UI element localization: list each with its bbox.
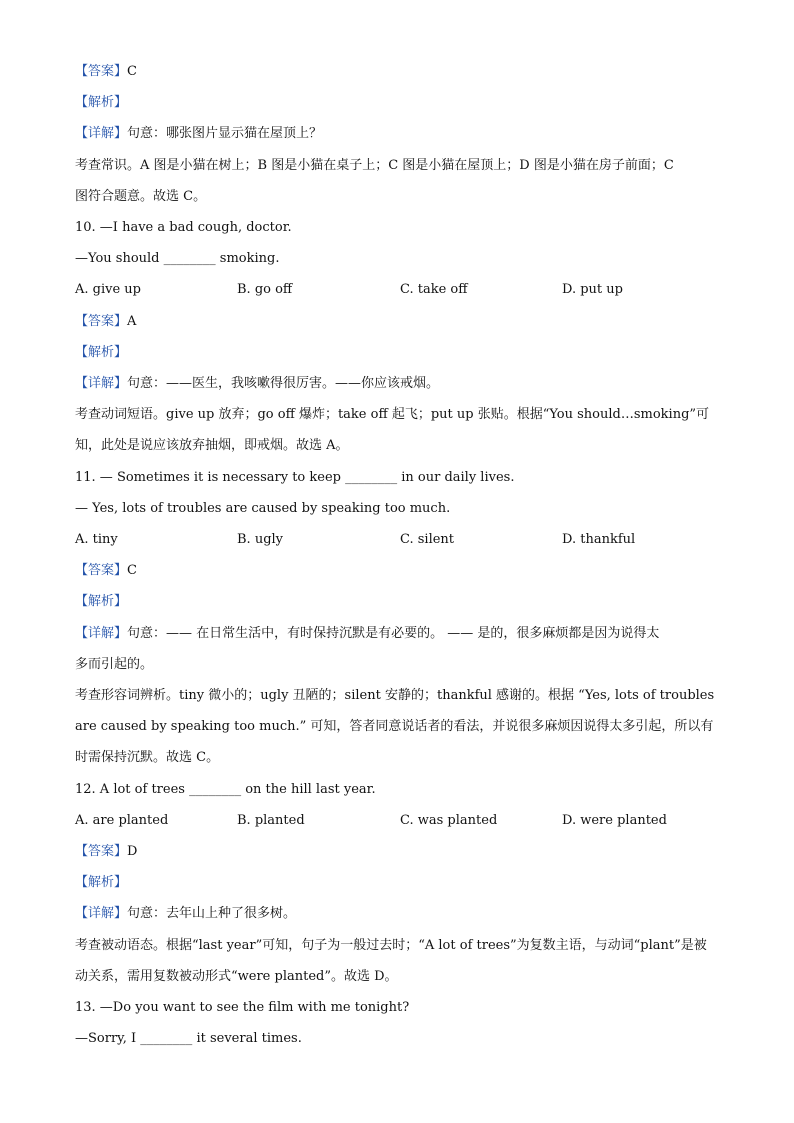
analysis-line xyxy=(75,874,725,892)
question-line: 11. — Sometimes it is necessary to keep ________ in our daily lives. xyxy=(75,470,515,485)
detail-text: 句意：—— 在日常生活中，有时保持沉默是有必要的。 —— 是的，很多麻烦都是因为说得太 xyxy=(127,626,660,641)
question-line: 10. —I have a bad cough, doctor. xyxy=(75,220,292,235)
detail-text: 句意：哪张图片显示猫在屋顶上？ xyxy=(127,126,323,141)
detail-text: 句意：去年山上种了很多树。 xyxy=(127,906,297,921)
analysis-line xyxy=(75,593,725,611)
text-line: are caused by speaking too much.” 可知，答者同意说话者的看法，并说很多麻烦因说得太多引起，所以有 xyxy=(75,719,714,734)
option-a: A. give up xyxy=(75,282,141,297)
text-line: 考查动词短语。give up 放弃；go off 爆炸；take off 起飞；put up 张贴。根据“You should…smoking”可 xyxy=(75,407,710,422)
detail-text: 句意：——医生，我咳嗽得很厉害。——你应该戒烟。 xyxy=(127,376,440,391)
option-c: C. take off xyxy=(400,282,468,297)
answer-tag: 【答案】 xyxy=(75,563,128,578)
detail-line xyxy=(75,125,725,143)
text-line: 多而引起的。 xyxy=(75,657,154,672)
text-line: 考查常识。A 图是小猫在树上；B 图是小猫在桌子上；C 图是小猫在屋顶上；D 图是小猫在房子前面；C xyxy=(75,158,674,173)
text-line: 时需保持沉默。故选 C。 xyxy=(75,750,220,765)
analysis-tag: 【解析】 xyxy=(75,345,128,360)
question-line: 13. —Do you want to see the film with me tonight? xyxy=(75,1000,410,1015)
text-line: 考查形容词辨析。tiny 微小的；ugly 丑陋的；silent 安静的；thankful 感谢的。根据 “Yes, lots of troubles xyxy=(75,688,715,703)
option-b: B. planted xyxy=(237,813,305,828)
detail-line xyxy=(75,375,725,393)
answer-text: C xyxy=(127,64,137,79)
detail-line xyxy=(75,905,725,923)
option-c: C. silent xyxy=(400,532,455,547)
option-d: D. were planted xyxy=(562,813,667,828)
option-d: D. thankful xyxy=(562,532,636,547)
text-line: —You should ________ smoking. xyxy=(75,251,280,266)
answer-tag: 【答案】 xyxy=(75,844,128,859)
analysis-line xyxy=(75,94,725,112)
option-b: B. ugly xyxy=(237,532,284,547)
analysis-tag: 【解析】 xyxy=(75,875,128,890)
analysis-tag: 【解析】 xyxy=(75,95,128,110)
answer-line xyxy=(75,63,725,81)
answer-line xyxy=(75,843,725,861)
option-a: A. tiny xyxy=(75,532,118,547)
detail-tag: 【详解】 xyxy=(75,126,128,141)
option-c: C. was planted xyxy=(400,813,498,828)
detail-tag: 【详解】 xyxy=(75,906,128,921)
option-d: D. put up xyxy=(562,282,623,297)
answer-text: A xyxy=(127,314,137,329)
answer-text: C xyxy=(127,563,137,578)
text-line: 图符合题意。故选 C。 xyxy=(75,189,207,204)
answer-tag: 【答案】 xyxy=(75,314,128,329)
text-line: —Sorry, I ________ it several times. xyxy=(75,1031,302,1046)
analysis-line xyxy=(75,344,725,362)
analysis-tag: 【解析】 xyxy=(75,594,128,609)
text-line: 知，此处是说应该放弃抽烟，即戒烟。故选 A。 xyxy=(75,438,349,453)
detail-line xyxy=(75,625,725,643)
answer-text: D xyxy=(127,844,138,859)
option-a: A. are planted xyxy=(75,813,169,828)
answer-line xyxy=(75,313,725,331)
answer-tag: 【答案】 xyxy=(75,64,128,79)
detail-tag: 【详解】 xyxy=(75,376,128,391)
text-line: — Yes, lots of troubles are caused by speaking too much. xyxy=(75,501,451,516)
detail-tag: 【详解】 xyxy=(75,626,128,641)
text-line: 考查被动语态。根据“last year”可知，句子为一般过去时；“A lot of trees”为复数主语，与动词“plant”是被 xyxy=(75,938,707,953)
question-line: 12. A lot of trees ________ on the hill last year. xyxy=(75,782,376,797)
text-line: 动关系，需用复数被动形式“were planted”。故选 D。 xyxy=(75,969,398,984)
answer-line xyxy=(75,562,725,580)
option-b: B. go off xyxy=(237,282,293,297)
